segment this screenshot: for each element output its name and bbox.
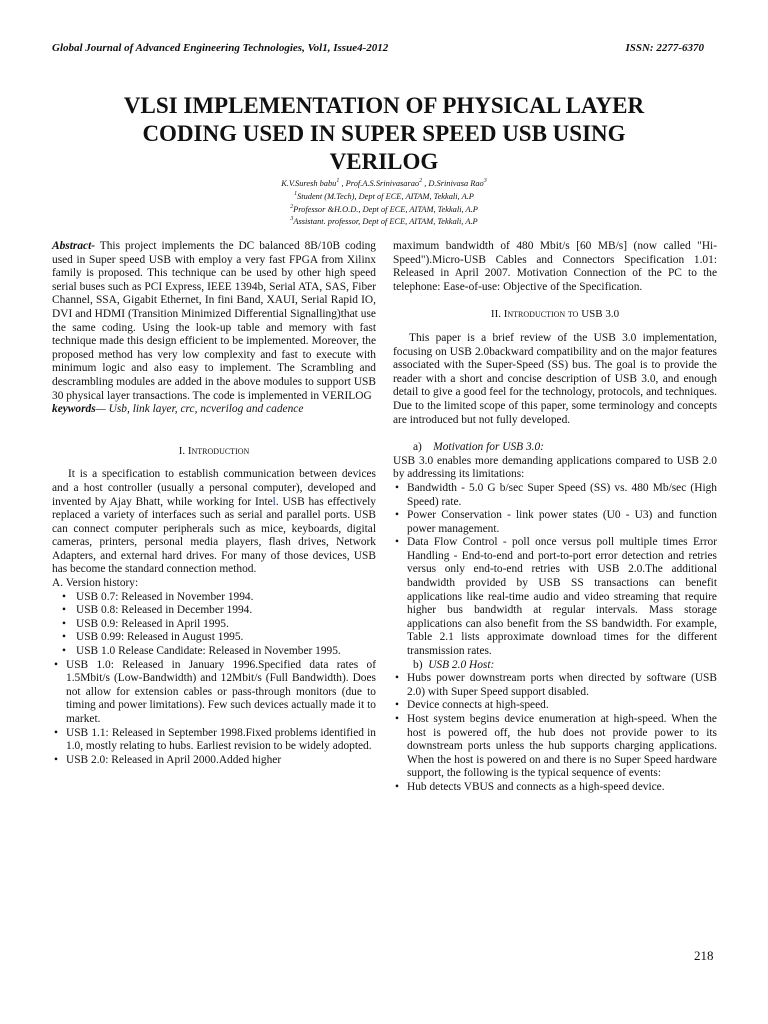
intro-paragraph: It is a specification to establish communication between devices and a host controller (usually a personal computer), developed and invented by Ajay Bhatt, while working for Intel. USB has effectively replaced a variety of interfaces such as serial and parallel ports. USB can connect computer peripherals such as mice, keyboards, digital cameras, printers, personal media players, flash drives, Network Adapters, and external hard drives. For many of those devices, USB has become the standard connection method.: [52, 468, 376, 576]
title-line: CODING USED IN SUPER SPEED USB USING: [142, 121, 626, 146]
subsection-motivation: a) Motivation for USB 3.0:: [413, 441, 544, 454]
affiliation-2: $^2$Professor &H.O.D., Dept of ECE, AITAM, Tekkali, A.P: [290, 203, 478, 214]
author-3: D.Srinivasa Rao: [428, 178, 484, 188]
list-item: • USB 0.9: Released in April 1995.: [52, 618, 376, 632]
section-heading-introduction: I. Introduction: [178, 444, 250, 457]
list-item: • USB 0.8: Released in December 1994.: [52, 604, 376, 618]
list-item: • USB 1.1: Released in September 1998.Fixed problems identified in 1.0, mostly relating to hubs. Earliest revision to be widely adopted.: [52, 727, 376, 754]
title-line: VLSI IMPLEMENTATION OF PHYSICAL LAYER: [123, 93, 645, 118]
motivation-paragraph: USB 3.0 enables more demanding applications compared to USB 2.0 by addressing its limitations:: [393, 454, 717, 481]
version-list-detailed: [52, 659, 376, 768]
page-number: 218: [694, 948, 714, 963]
author-block: [160, 176, 608, 227]
running-header: [52, 42, 704, 54]
left-column: [52, 240, 376, 767]
list-item: • Power Conservation - link power states (U0 - U3) and function power management.: [393, 509, 717, 536]
list-item: • USB 1.0 Release Candidate: Released in November 1995.: [52, 645, 376, 659]
version-list: [52, 591, 376, 659]
subsection-usb20-host: b) USB 2.0 Host:: [413, 658, 495, 671]
list-item: • USB 1.0: Released in January 1996.Specified data rates of 1.5Mbit/s (Low-Bandwidth) and 12Mbit/s (Full Bandwidth). Does not allow for extension cables or pass-through monitors (due to timing and power limitations). Few such devices actually made it to market.: [52, 659, 376, 727]
author-2: Prof.A.S.Srinivasarao: [345, 178, 420, 188]
usb30-paragraph: This paper is a brief review of the USB 3.0 implementation, focusing on USB 2.0backward compatibility and on the major features associated with the Super-Speed (SS) bus. The goal is to provide the reader with a short and concise description of USB 3.0, and enough detail to give a good feel for the technology, protocols, and techniques. Due to the limited scope of this paper, some terminology and concepts are introduced but not fully developed.: [393, 331, 717, 426]
list-item: • Hubs power downstream ports when directed by software (USB 2.0) with Super Speed support disabled.: [393, 672, 717, 699]
list-item: • Data Flow Control - poll once versus poll multiple times Error Handling - End-to-end and port-to-port error detection and retries versus only end-to-end retries with USB 2.0.The additional bandwidth provided by USB SS transactions can benefit applications like real-time audio and video streaming that require higher bus bandwidth at regular intervals. Mass storage applications can also benefit from the SS bandwidth. For example, Table 2.1 lists approximate download times for the different transmission rates.: [393, 536, 717, 658]
affiliation-1: $^1$Student (M.Tech), Dept of ECE, AITAM, Tekkali, A.P: [294, 190, 474, 201]
list-item: • Device connects at high-speed.: [393, 699, 717, 713]
list-item: • Bandwidth - 5.0 G b/sec Super Speed (SS) vs. 480 Mb/sec (High Speed) rate.: [393, 482, 717, 509]
list-item: • USB 0.7: Released in November 1994.: [52, 591, 376, 605]
list-item: • Hub detects VBUS and connects as a high-speed device.: [393, 781, 717, 795]
paper-title: [60, 92, 708, 176]
keywords: keywords— Usb, link layer, crc, ncverilog and cadence: [52, 403, 304, 416]
intel-link[interactable]: l: [272, 495, 276, 508]
author-1: K.V.Suresh babu: [281, 178, 337, 188]
list-item: • USB 2.0: Released in April 2000.Added higher: [52, 754, 376, 768]
issn: ISSN: 2277-6370: [625, 42, 704, 54]
section-heading-usb30: II. Introduction to USB 3.0: [490, 308, 620, 321]
affiliation-3: $^3$Assistant. professor, Dept of ECE, AITAM, Tekkali, A.P: [290, 216, 478, 227]
list-item: • Host system begins device enumeration at high-speed. When the host is powered off, the hub does not provide power to its downstream ports unless the hub supports charging applications. When the host is powered on and there is no Super Speed hardware support, the following is the typical sequence of events:: [393, 713, 717, 781]
journal-name: Global Journal of Advanced Engineering Technologies, Vol1, Issue4-2012: [52, 42, 389, 54]
abstract: Abstract- This project implements the DC balanced 8B/10B coding used in Super speed USB with employ a very fast FPGA from Xilinx family is proposed. This technique can be used by other high speed serial buses such as PCI Express, IEEE 1394b, Serial ATA, SAS, Fiber Channel, SSA, Gigabit Ethernet, In fini Band, XAUI, Serial Rapid IO, DVI and HDMI (Transition Minimized Differential Signalling)that use the same coding. Using the look-up table and memory with fast technique made this design efficient to be implemented. Moreover, the proposed method has very low complexity and fast to execute with minimum logic and also easy to implement. The Scrambling and descrambling modules are added in the above modules to support USB 30 physical layer transactions. The code is implemented in VERILOG: [52, 240, 376, 402]
motivation-list: [393, 482, 717, 659]
continued-paragraph: maximum bandwidth of 480 Mbit/s [60 MB/s] (now called "Hi-Speed").Micro-USB Cables and Connectors Specification 1.01: Released in April 2007. Motivation Connection of the PC to the telephone: Ease-of-use: Objective of the Specification.: [393, 240, 717, 293]
list-item: • USB 0.99: Released in August 1995.: [52, 631, 376, 645]
usb20-host-list: [393, 672, 717, 794]
title-line: VERILOG: [329, 149, 439, 174]
version-history-label: A. Version history:: [52, 577, 139, 590]
right-column: [393, 240, 717, 795]
author-names: K.V.Suresh babu$^1$ , Prof.A.S.Srinivasarao$^2$ , D.Srinivasa Rao$^3$: [281, 178, 487, 188]
